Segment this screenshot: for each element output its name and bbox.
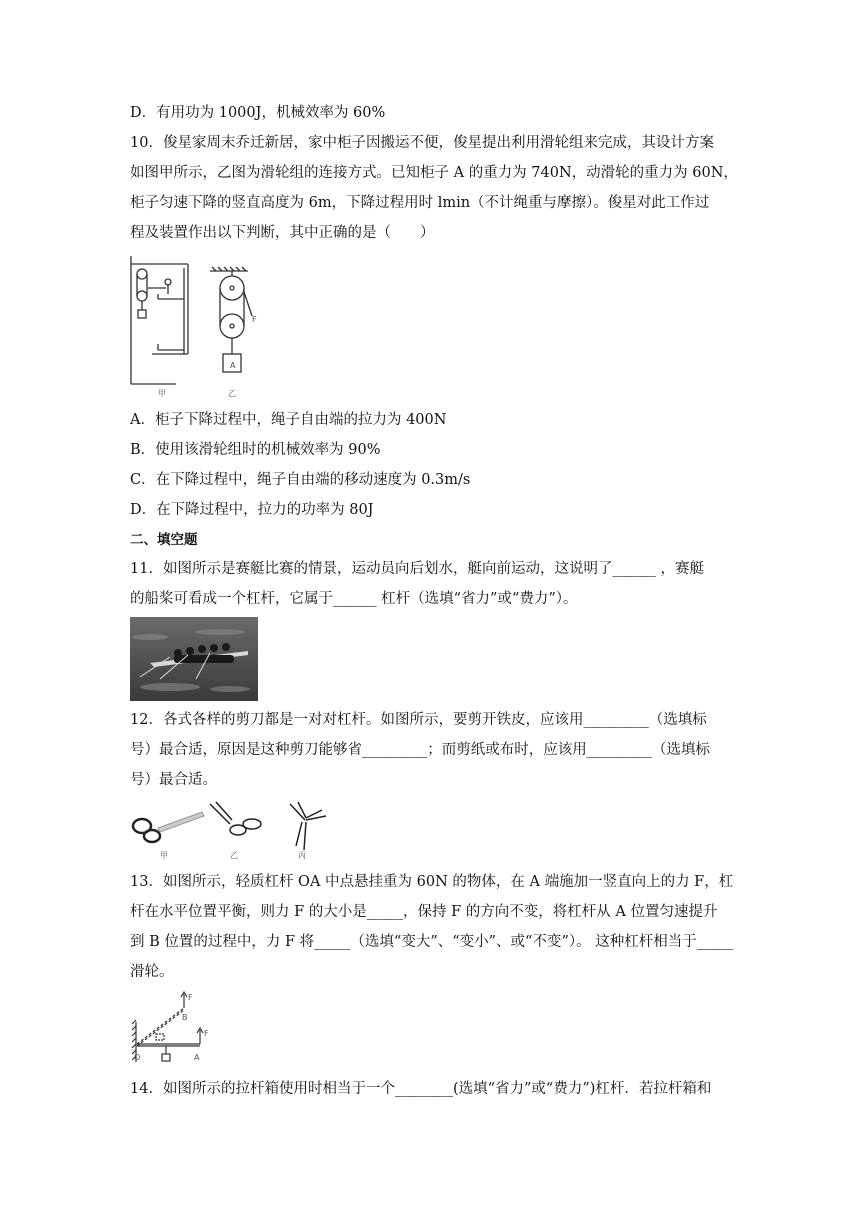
pulley-figure: [128, 254, 268, 400]
q9-option-d: D．有用功为 1000J，机械效率为 60%: [130, 105, 386, 121]
q10-option-a: A．柜子下降过程中，绳子自由端的拉力为 400N: [130, 412, 447, 428]
rowing-photo: [130, 617, 258, 701]
q14-line1: 14．如图所示的拉杆箱使用时相当于一个________(选填“省力”或“费力”)杠杆．若拉杆箱和: [130, 1081, 712, 1097]
q12-line2: 号）最合适，原因是这种剪刀能够省_________；而剪纸或布时，应该用_________（选填标: [130, 742, 710, 758]
q13-line2: 杆在水平位置平衡，则力 F 的大小是_____，保持 F 的方向不变，将杠杆从 A 位置匀速提升: [130, 904, 718, 920]
q12-line3: 号）最合适。: [130, 772, 217, 788]
pulley-label-yi: 乙: [228, 389, 236, 398]
q10-stem-line3: 柜子匀速下降的竖直高度为 6m，下降过程用时 lmin（不计绳重与摩擦）。俊星对此工作过: [130, 195, 710, 211]
lever-label-b: B: [182, 1013, 188, 1022]
q11-line1: 11．如图所示是赛艇比赛的情景，运动员向后划水，艇向前运动，这说明了______ ，赛艇: [130, 561, 705, 577]
scissors-label-bing: 丙: [298, 851, 306, 860]
lever-label-a: A: [194, 1053, 200, 1062]
lever-label-f1: F: [188, 993, 193, 1002]
lever-label-o: O: [134, 1053, 141, 1062]
q10-option-d: D．在下降过程中，拉力的功率为 80J: [130, 502, 374, 518]
lever-label-f2: F: [204, 1029, 209, 1038]
pulley-label-jia: 甲: [158, 389, 166, 398]
q11-line2: 的船桨可看成一个杠杆，它属于______ 杠杆（选填“省力”或“费力”）。: [130, 591, 578, 607]
q10-stem-line2: 如图甲所示，乙图为滑轮组的连接方式。已知柜子 A 的重力为 740N，动滑轮的重力为 60N，: [130, 165, 738, 181]
lever-figure: [128, 990, 218, 1066]
q10-option-c: C．在下降过程中，绳子自由端的移动速度为 0.3m/s: [130, 472, 471, 488]
q12-line1: 12．各式各样的剪刀都是一对对杠杆。如图所示，要剪开铁皮，应该用_________（选填标: [130, 712, 707, 728]
q10-option-b: B．使用该滑轮组时的机械效率为 90%: [130, 442, 381, 458]
q13-line4: 滑轮。: [130, 964, 174, 980]
q10-stem-line4: 程及装置作出以下判断，其中正确的是（ ）: [130, 225, 435, 241]
q13-line1: 13．如图所示，轻质杠杆 OA 中点悬挂重为 60N 的物体，在 A 端施加一竖直向上的力 F，杠: [130, 874, 734, 890]
scissors-label-jia: 甲: [160, 851, 168, 860]
scissors-label-yi: 乙: [230, 851, 238, 860]
pulley-label-a: A: [230, 361, 236, 370]
section-title: 二、填空题: [130, 532, 198, 548]
q10-stem-line1: 10．俊星家周末乔迁新居，家中柜子因搬运不便，俊星提出利用滑轮组来完成，其设计方案: [130, 135, 714, 151]
q13-line3: 到 B 位置的过程中，力 F 将_____（选填“变大”、“变小”、或“不变”）。 这种杠杆相当于_____: [130, 934, 733, 950]
pulley-label-f: F: [252, 315, 257, 324]
scissors-figure: [130, 800, 330, 862]
